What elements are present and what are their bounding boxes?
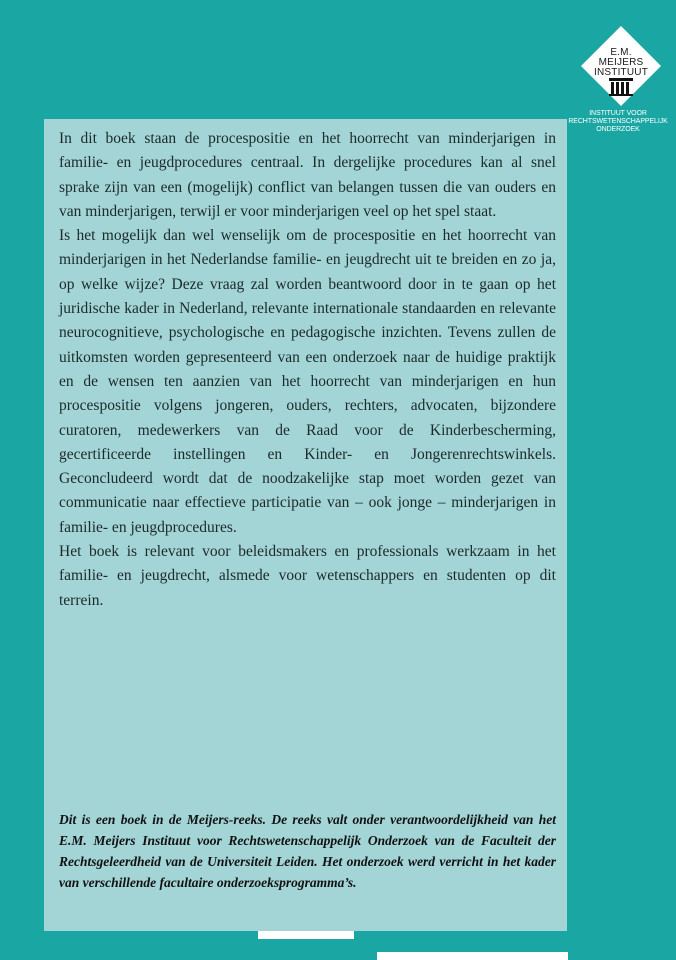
institute-sub-line-1: INSTITUUT VOOR bbox=[589, 110, 647, 117]
logo-line-1: E.M. bbox=[610, 47, 632, 58]
series-note bbox=[59, 809, 556, 893]
institute-sub-line-3: ONDERZOEK bbox=[596, 126, 640, 133]
logo-line-2: MEIJERS bbox=[598, 57, 644, 68]
decorative-strip-top bbox=[258, 931, 354, 939]
blurb-paragraph-1: In dit boek staan de procespositie en het hoorrecht van minderjarigen in familie- en jeugdprocedures centraal. In dergelijke procedures kan al snel sprake zijn van een (mogelijk) conflict van belangen tussen die van ouders en van minderjarigen, terwijl er voor minderjarigen veel op het spel staat. bbox=[59, 130, 556, 220]
series-note-text: Dit is een boek in de Meijers-reeks. De reeks valt onder verantwoordelijkheid van het E.M. Meijers Instituut voor Rechtswetenschappelijk Onderzoek van de Faculteit der Rechtsgeleerdheid van de Universiteit Leiden. Het onderzoek werd verricht in het kader van verschillende facultaire onderzoeksprogramma’s. bbox=[59, 812, 556, 890]
institute-subtitle bbox=[560, 110, 676, 134]
institute-sub-line-2: RECHTSWETENSCHAPPELIJK bbox=[568, 118, 668, 125]
blurb-text bbox=[59, 127, 556, 613]
logo-line-3: INSTITUUT bbox=[593, 67, 649, 78]
blurb-paragraph-2: Is het mogelijk dan wel wenselijk om de procespositie en het hoorrecht van minderjarigen in het Nederlandse familie- en jeugdrecht uit te breiden en zo ja, op welke wijze? Deze vraag zal worden beantwoord door in te gaan op het juridische kader in Nederland, relevante internationale standaarden en relevante neurocognitieve, psychologische en pedagogische inzichten. Tevens zullen de uitkomsten worden gepresenteerd van een onderzoek naar de huidige praktijk en de wensen ten aanzien van het hoorrecht van minderjarigen en hun procespositie volgens jongeren, ouders, rechters, advocaten, bijzondere curatoren, medewerkers van de Raad voor de Kinderbescherming, gecertificeerde instellingen en Kinder- en Jongerenrechtswinkels. Geconcludeerd wordt dat de noodzakelijke stap moet worden gezet van communicatie naar effectieve participatie van – ook jonge – minderjarigen in familie- en jeugdprocedures. bbox=[59, 227, 556, 536]
logo-wordmark bbox=[571, 48, 671, 78]
blurb-paragraph-3: Het boek is relevant voor beleidsmakers en professionals werkzaam in het familie- en jeugdrecht, alsmede voor wetenschappers en studenten op dit terrein. bbox=[59, 543, 556, 609]
decorative-strip-bottom bbox=[377, 952, 568, 960]
